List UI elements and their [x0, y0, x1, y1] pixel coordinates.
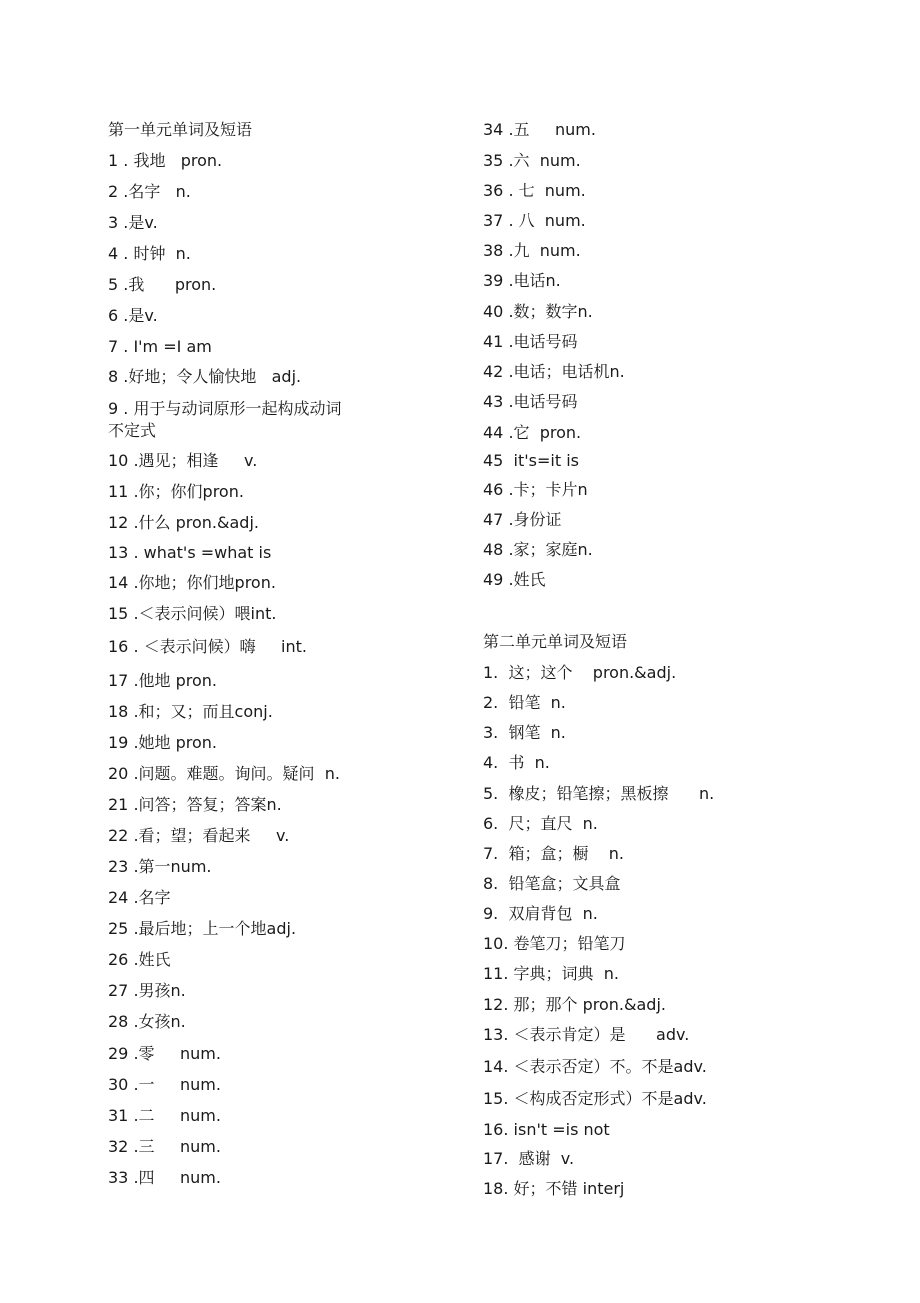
vocab-item: 37 . 八 num.	[483, 211, 586, 230]
vocab-item: 31 .二 num.	[108, 1106, 221, 1125]
vocab-item: 10 .遇见；相逢 v.	[108, 451, 258, 470]
vocab-item: 45 it's=it is	[483, 451, 579, 470]
vocab-item: 24 .名字	[108, 888, 171, 907]
vocab-item: 18. 好；不错 interj	[483, 1179, 625, 1198]
vocab-item: 3 .是v.	[108, 213, 158, 232]
vocab-item: 44 .它 pron.	[483, 423, 582, 442]
vocab-item: 1. 这；这个 pron.&adj.	[483, 663, 677, 682]
vocab-item: 32 .三 num.	[108, 1137, 221, 1156]
vocab-item: 10. 卷笔刀；铅笔刀	[483, 934, 626, 953]
vocab-item: 11. 字典；词典 n.	[483, 964, 619, 983]
vocab-item: 27 .男孩n.	[108, 981, 186, 1000]
vocab-item: 35 .六 num.	[483, 151, 581, 170]
vocab-item: 39 .电话n.	[483, 271, 561, 290]
vocab-item: 3. 钢笔 n.	[483, 723, 566, 742]
vocab-item: 17. 感谢 v.	[483, 1149, 575, 1168]
vocab-item: 26 .姓氏	[108, 950, 171, 969]
vocab-item: 11 .你；你们pron.	[108, 482, 244, 501]
vocab-item: 42 .电话；电话机n.	[483, 362, 625, 381]
vocab-item: 2 .名字 n.	[108, 182, 191, 201]
vocab-item: 38 .九 num.	[483, 241, 581, 260]
vocab-item: 18 .和；又；而且conj.	[108, 702, 273, 721]
vocab-item: 15. ＜构成否定形式）不是adv.	[483, 1089, 707, 1108]
vocab-item: 9. 双肩背包 n.	[483, 904, 598, 923]
vocab-item: 28 .女孩n.	[108, 1012, 186, 1031]
vocab-item: 47 .身份证	[483, 510, 562, 529]
vocab-item: 21 .问答；答复；答案n.	[108, 795, 282, 814]
vocab-item: 9 . 用于与动词原形一起构成动词不定式	[108, 399, 342, 440]
vocab-item: 8 .好地；令人愉快地 adj.	[108, 367, 302, 386]
vocab-item: 43 .电话号码	[483, 392, 578, 411]
vocab-item: 7. 箱；盒；橱 n.	[483, 844, 625, 863]
vocab-item: 13 . what's =what is	[108, 543, 272, 562]
vocab-item: 48 .家；家庭n.	[483, 540, 593, 559]
vocab-item: 30 .一 num.	[108, 1075, 221, 1094]
vocab-item: 8. 铅笔盒；文具盒	[483, 874, 621, 893]
vocab-item: 7 . I'm =I am	[108, 337, 212, 356]
unit1-heading: 第一单元单词及短语	[108, 120, 253, 139]
vocab-item: 25 .最后地；上一个地adj.	[108, 919, 297, 938]
vocab-item: 1 . 我地 pron.	[108, 151, 223, 170]
vocab-item: 40 .数；数字n.	[483, 302, 593, 321]
vocab-item: 46 .卡；卡片n	[483, 480, 588, 499]
vocab-item: 6. 尺；直尺 n.	[483, 814, 598, 833]
vocab-item: 4. 书 n.	[483, 753, 550, 772]
vocab-item: 20 .问题。难题。询问。疑问 n.	[108, 764, 340, 783]
unit2-heading: 第二单元单词及短语	[483, 632, 628, 651]
vocab-item: 17 .他地 pron.	[108, 671, 218, 690]
vocab-item: 5. 橡皮；铅笔擦；黑板擦 n.	[483, 784, 715, 803]
vocab-item: 49 .姓氏	[483, 570, 546, 589]
vocab-item: 12 .什么 pron.&adj.	[108, 513, 259, 532]
vocab-item: 16 . ＜表示问候）嗨 int.	[108, 637, 307, 656]
vocab-item: 15 .＜表示问候）喂int.	[108, 604, 277, 623]
vocab-item: 23 .第一num.	[108, 857, 212, 876]
vocab-item: 13. ＜表示肯定）是 adv.	[483, 1025, 690, 1044]
vocab-item: 4 . 时钟 n.	[108, 244, 191, 263]
vocab-item: 41 .电话号码	[483, 332, 578, 351]
vocab-item: 22 .看；望；看起来 v.	[108, 826, 290, 845]
vocab-item: 6 .是v.	[108, 306, 158, 325]
vocab-item: 33 .四 num.	[108, 1168, 221, 1187]
vocab-item: 14 .你地；你们地pron.	[108, 573, 276, 592]
vocab-item: 29 .零 num.	[108, 1044, 221, 1063]
vocab-item: 14. ＜表示否定）不。不是adv.	[483, 1057, 707, 1076]
vocab-item: 12. 那；那个 pron.&adj.	[483, 995, 666, 1014]
vocab-item: 34 .五 num.	[483, 120, 596, 139]
vocab-item: 19 .她地 pron.	[108, 733, 218, 752]
vocab-item: 5 .我 pron.	[108, 275, 217, 294]
vocab-item: 36 . 七 num.	[483, 181, 586, 200]
vocab-item: 16. isn't =is not	[483, 1120, 610, 1139]
vocab-item: 2. 铅笔 n.	[483, 693, 566, 712]
